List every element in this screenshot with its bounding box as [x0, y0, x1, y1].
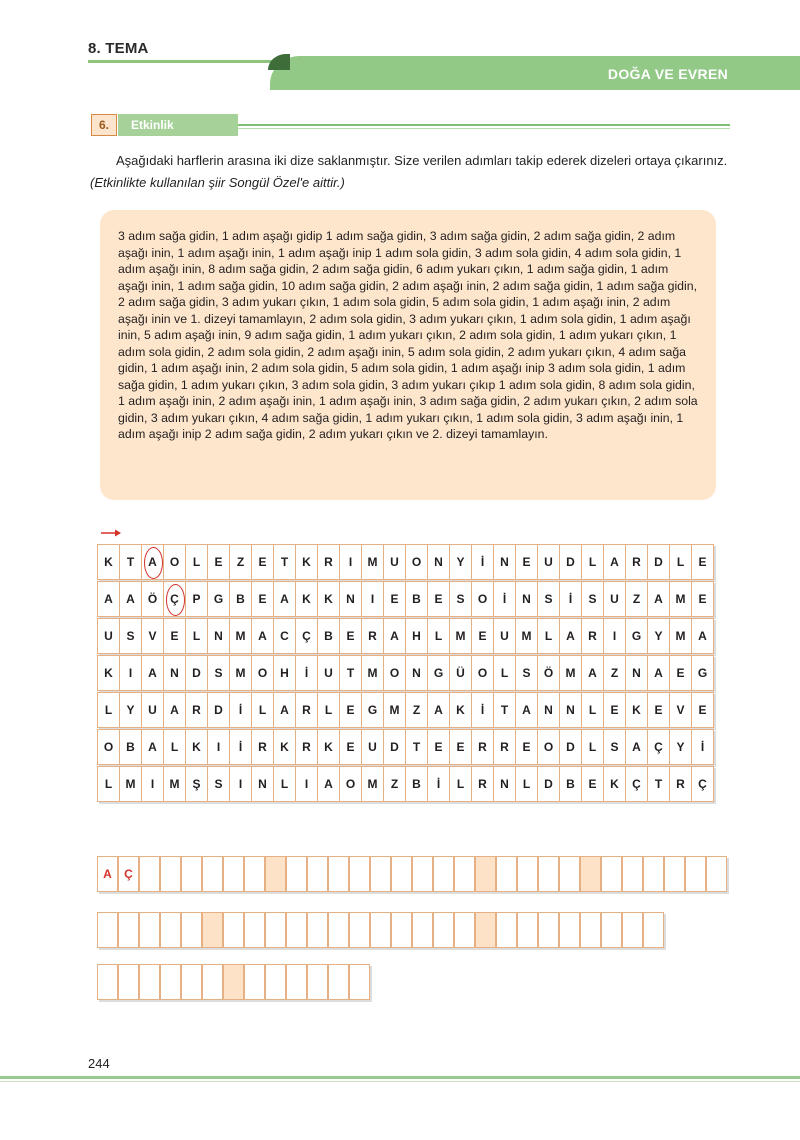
grid-cell: I: [295, 766, 318, 802]
grid-cell: L: [185, 544, 208, 580]
grid-cell: K: [273, 729, 296, 765]
activity-number: 6.: [91, 114, 117, 136]
intro-text: Aşağıdaki harflerin arasına iki dize saklanmıştır. Size verilen adımları takip ederek dizeleri ortaya çıkarınız.: [116, 153, 728, 168]
grid-cell: A: [647, 581, 670, 617]
grid-cell: A: [603, 544, 626, 580]
grid-cell: A: [273, 581, 296, 617]
grid-cell: O: [339, 766, 362, 802]
grid-cell: S: [581, 581, 604, 617]
grid-row: [97, 655, 713, 693]
grid-cell: L: [427, 618, 450, 654]
grid-cell: İ: [559, 581, 582, 617]
grid-cell: O: [471, 655, 494, 691]
grid-cell: L: [515, 766, 538, 802]
grid-cell: S: [449, 581, 472, 617]
answer-letter-box[interactable]: A: [97, 856, 118, 892]
grid-cell: İ: [229, 692, 252, 728]
answer-space-box[interactable]: [475, 912, 496, 948]
grid-cell: E: [691, 544, 714, 580]
grid-cell: G: [691, 655, 714, 691]
answer-letter-box[interactable]: [559, 912, 580, 948]
grid-cell: N: [427, 544, 450, 580]
answer-row-1: [97, 856, 727, 892]
grid-cell: R: [493, 729, 516, 765]
grid-cell: K: [449, 692, 472, 728]
grid-cell: E: [669, 655, 692, 691]
grid-cell: M: [449, 618, 472, 654]
grid-cell: U: [383, 544, 406, 580]
answer-space-box[interactable]: [202, 912, 223, 948]
answer-letter-box[interactable]: [328, 964, 349, 1000]
grid-cell: U: [97, 618, 120, 654]
grid-cell: A: [119, 581, 142, 617]
answer-row-2: [97, 912, 664, 948]
grid-cell: A: [251, 618, 274, 654]
grid-cell: İ: [471, 544, 494, 580]
answer-letter-box[interactable]: [265, 964, 286, 1000]
grid-cell: D: [207, 692, 230, 728]
grid-cell: E: [427, 729, 450, 765]
grid-cell: R: [317, 544, 340, 580]
grid-cell: A: [383, 618, 406, 654]
grid-cell: E: [691, 692, 714, 728]
answer-letter-box[interactable]: [286, 912, 307, 948]
answer-letter-box[interactable]: [538, 856, 559, 892]
grid-cell: Z: [603, 655, 626, 691]
activity-divider-thin: [238, 128, 730, 129]
grid-row: [97, 766, 713, 804]
grid-cell: M: [119, 766, 142, 802]
grid-cell: E: [691, 581, 714, 617]
grid-cell: G: [207, 581, 230, 617]
grid-cell: İ: [691, 729, 714, 765]
grid-cell: Z: [405, 692, 428, 728]
grid-cell: R: [581, 618, 604, 654]
grid-cell: Ö: [537, 655, 560, 691]
grid-cell: Y: [449, 544, 472, 580]
grid-cell: M: [229, 655, 252, 691]
grid-cell: E: [251, 581, 274, 617]
grid-cell: L: [449, 766, 472, 802]
grid-cell: D: [559, 544, 582, 580]
grid-cell: K: [295, 581, 318, 617]
grid-cell: K: [603, 766, 626, 802]
grid-cell: Y: [669, 729, 692, 765]
grid-cell: S: [515, 655, 538, 691]
grid-row: [97, 618, 713, 656]
grid-cell: N: [163, 655, 186, 691]
grid-cell: S: [119, 618, 142, 654]
grid-cell: L: [669, 544, 692, 580]
answer-letter-box[interactable]: [517, 912, 538, 948]
grid-cell: E: [207, 544, 230, 580]
intro-paragraph: [90, 150, 730, 194]
grid-cell: E: [383, 581, 406, 617]
grid-cell: T: [119, 544, 142, 580]
answer-letter-box[interactable]: [391, 912, 412, 948]
grid-cell: Ç: [691, 766, 714, 802]
grid-cell: M: [361, 766, 384, 802]
grid-cell: Ç: [295, 618, 318, 654]
grid-cell: O: [163, 544, 186, 580]
answer-space-box[interactable]: [580, 856, 601, 892]
answer-letter-box[interactable]: [349, 912, 370, 948]
grid-cell: L: [581, 729, 604, 765]
grid-cell: Z: [229, 544, 252, 580]
grid-row: [97, 544, 713, 582]
answer-letter-box[interactable]: [181, 912, 202, 948]
grid-cell: T: [405, 729, 428, 765]
answer-letter-box[interactable]: [601, 912, 622, 948]
grid-cell: L: [581, 692, 604, 728]
grid-cell: A: [691, 618, 714, 654]
grid-cell: K: [185, 729, 208, 765]
grid-cell: T: [493, 692, 516, 728]
grid-cell: E: [603, 692, 626, 728]
grid-cell: M: [383, 692, 406, 728]
grid-cell: Ş: [185, 766, 208, 802]
answer-letter-box[interactable]: [328, 912, 349, 948]
grid-row: [97, 692, 713, 730]
answer-letter-box[interactable]: [160, 856, 181, 892]
answer-letter-box[interactable]: [160, 964, 181, 1000]
answer-letter-box[interactable]: [517, 856, 538, 892]
grid-cell: N: [625, 655, 648, 691]
grid-cell: A: [581, 655, 604, 691]
answer-letter-box[interactable]: [454, 856, 475, 892]
answer-letter-box[interactable]: [181, 964, 202, 1000]
grid-cell: B: [405, 766, 428, 802]
grid-cell: K: [625, 692, 648, 728]
answer-letter-box[interactable]: [622, 856, 643, 892]
grid-cell: A: [515, 692, 538, 728]
grid-cell: O: [537, 729, 560, 765]
grid-cell: D: [185, 655, 208, 691]
grid-cell: L: [163, 729, 186, 765]
answer-letter-box[interactable]: [643, 856, 664, 892]
grid-cell: Ç: [163, 581, 186, 617]
grid-cell: E: [515, 729, 538, 765]
grid-cell: N: [537, 692, 560, 728]
grid-cell: M: [361, 544, 384, 580]
answer-letter-box[interactable]: [202, 964, 223, 1000]
answer-letter-box[interactable]: [433, 912, 454, 948]
grid-cell: K: [317, 581, 340, 617]
grid-cell: L: [97, 766, 120, 802]
activity-label: Etkinlik: [131, 118, 174, 132]
answer-letter-box[interactable]: [97, 912, 118, 948]
grid-cell: I: [207, 729, 230, 765]
grid-cell: L: [251, 692, 274, 728]
answer-letter-box[interactable]: [370, 912, 391, 948]
answer-letter-box[interactable]: [202, 856, 223, 892]
grid-cell: O: [383, 655, 406, 691]
grid-cell: K: [97, 544, 120, 580]
grid-cell: E: [427, 581, 450, 617]
answer-letter-box[interactable]: [685, 856, 706, 892]
grid-cell: N: [339, 581, 362, 617]
grid-cell: N: [405, 655, 428, 691]
grid-cell: K: [317, 729, 340, 765]
grid-cell: R: [471, 729, 494, 765]
answer-letter-box[interactable]: [244, 912, 265, 948]
grid-cell: E: [471, 618, 494, 654]
grid-cell: M: [515, 618, 538, 654]
grid-cell: Y: [119, 692, 142, 728]
answer-letter-box[interactable]: [307, 964, 328, 1000]
answer-letter-box[interactable]: [118, 964, 139, 1000]
grid-cell: N: [493, 544, 516, 580]
answer-letter-box[interactable]: [286, 856, 307, 892]
grid-cell: E: [515, 544, 538, 580]
grid-cell: E: [251, 544, 274, 580]
grid-cell: S: [207, 766, 230, 802]
grid-cell: A: [97, 581, 120, 617]
grid-cell: A: [163, 692, 186, 728]
answer-letter-box[interactable]: [391, 856, 412, 892]
answer-letter-box[interactable]: [622, 912, 643, 948]
answer-letter-box[interactable]: [370, 856, 391, 892]
answer-letter-box[interactable]: [223, 912, 244, 948]
grid-cell: D: [383, 729, 406, 765]
grid-cell: P: [185, 581, 208, 617]
answer-letter-box[interactable]: [307, 856, 328, 892]
answer-letter-box[interactable]: [559, 856, 580, 892]
grid-cell: İ: [471, 692, 494, 728]
answer-letter-box[interactable]: [664, 856, 685, 892]
answer-letter-box[interactable]: [244, 964, 265, 1000]
grid-cell: I: [119, 655, 142, 691]
grid-cell: Ç: [647, 729, 670, 765]
answer-letter-box[interactable]: [139, 856, 160, 892]
grid-cell: D: [559, 729, 582, 765]
grid-cell: I: [229, 766, 252, 802]
grid-cell: M: [559, 655, 582, 691]
grid-cell: L: [97, 692, 120, 728]
grid-cell: L: [581, 544, 604, 580]
grid-cell: R: [185, 692, 208, 728]
footer-line: [0, 1076, 800, 1079]
grid-cell: Ç: [625, 766, 648, 802]
grid-cell: M: [669, 581, 692, 617]
grid-cell: A: [141, 655, 164, 691]
grid-cell: M: [361, 655, 384, 691]
answer-letter-box[interactable]: [433, 856, 454, 892]
grid-cell: H: [273, 655, 296, 691]
grid-row: [97, 581, 713, 619]
instructions-box: [100, 210, 716, 500]
activity-divider: [238, 124, 730, 126]
grid-cell: K: [97, 655, 120, 691]
answer-space-box[interactable]: [475, 856, 496, 892]
answer-space-box[interactable]: [223, 964, 244, 1000]
grid-cell: M: [229, 618, 252, 654]
answer-letter-box[interactable]: [307, 912, 328, 948]
grid-cell: N: [251, 766, 274, 802]
answer-letter-box[interactable]: [265, 912, 286, 948]
grid-cell: H: [405, 618, 428, 654]
grid-cell: R: [295, 729, 318, 765]
grid-cell: B: [229, 581, 252, 617]
answer-letter-box[interactable]: [244, 856, 265, 892]
grid-cell: O: [405, 544, 428, 580]
grid-cell: L: [273, 766, 296, 802]
answer-letter-box[interactable]: [454, 912, 475, 948]
answer-letter-box[interactable]: [601, 856, 622, 892]
header-title: DOĞA VE EVREN: [607, 66, 728, 82]
grid-cell: L: [493, 655, 516, 691]
answer-row-3: [97, 964, 370, 1000]
grid-cell: A: [559, 618, 582, 654]
header-accent-shape: [268, 54, 290, 70]
grid-cell: S: [603, 729, 626, 765]
answer-letter-box[interactable]: [643, 912, 664, 948]
grid-cell: O: [471, 581, 494, 617]
answer-letter-box[interactable]: Ç: [118, 856, 139, 892]
grid-cell: İ: [229, 729, 252, 765]
grid-row: [97, 729, 713, 767]
grid-cell: G: [427, 655, 450, 691]
instructions-text: 3 adım sağa gidin, 1 adım aşağı gidip 1 adım sağa gidin, 3 adım sağa gidin, 2 adım sağa gidin, 2 adım aşağı inin, 1 adım aşağı inin, 1 adım aşağı inip 1 adım sola gidin, 3 adım sola gidin, 4 adım sola gidin, 1 adım aşağı inin, 8 adım sağa gidin, 2 adım sağa gidin, 6 adım yukarı çıkın, 1 adım sağa gidin, 1 adım aşağı inin, 1 adım sağa gidin, 10 adım sağa gidin, 2 adım aşağı inin, 2 adım sağa gidin, 1 adım sağa gidin, 2 adım sağa gidin, 3 adım yukarı çıkın, 1 adım sola gidin, 5 adım sola gidin, 1 adım aşağı inin, 2 adım aşağı inin ve 1. dizeyi tamamlayın, 2 adım sola gidin, 3 adım yukarı çıkın, 1 adım sola gidin, 1 adım aşağı inin, 5 adım aşağı inin, 9 adım sağa gidin, 1 adım yukarı çıkın, 2 adım sola gidin, 1 adım yukarı çıkın, 1 adım sola gidin, 2 adım sola gidin, 2 adım aşağı inin, 5 adım sola gidin, 2 adım yukarı çıkın, 4 adım sağa gidin, 1 adım aşağı inin, 2 adım sola gidin, 5 adım sola gidin, 1 adım aşağı inip 3 adım sola gidin, 1 adım sağa gidin, 1 adım yukarı çıkın, 3 adım sola gidin, 3 adım yukarı çıkıp 1 adım sola gidin, 8 adım sola gidin, 1 adım aşağı inin, 2 adım aşağı inin, 1 adım aşağı inin, 3 adım sağa gidin, 2 adım yukarı çıkın, 2 adım sola gidin, 3 adım yukarı çıkın, 4 adım sağa gidin, 1 adım yukarı çıkın, 1 adım sola gidin, 3 adım aşağı inin, 1 adım aşağı inip 2 adım sağa gidin, 2 adım yukarı çıkın ve 2. dizeyi tamamlayın.: [118, 229, 698, 441]
grid-cell: L: [185, 618, 208, 654]
letter-grid: [97, 544, 713, 803]
grid-cell: B: [317, 618, 340, 654]
grid-cell: İ: [493, 581, 516, 617]
grid-cell: C: [273, 618, 296, 654]
answer-letter-box[interactable]: [223, 856, 244, 892]
grid-cell: N: [559, 692, 582, 728]
grid-cell: R: [361, 618, 384, 654]
tema-underline: [88, 60, 288, 63]
grid-cell: I: [361, 581, 384, 617]
tema-label: 8. TEMA: [88, 40, 149, 57]
grid-cell: D: [537, 766, 560, 802]
answer-letter-box[interactable]: [349, 856, 370, 892]
answer-letter-box[interactable]: [139, 964, 160, 1000]
grid-cell: Z: [383, 766, 406, 802]
grid-cell: İ: [295, 655, 318, 691]
grid-cell: M: [669, 618, 692, 654]
grid-cell: B: [559, 766, 582, 802]
grid-cell: G: [625, 618, 648, 654]
grid-cell: U: [361, 729, 384, 765]
grid-cell: U: [141, 692, 164, 728]
grid-cell: R: [669, 766, 692, 802]
grid-cell: A: [317, 766, 340, 802]
grid-cell: Y: [647, 618, 670, 654]
grid-cell: I: [603, 618, 626, 654]
grid-cell: G: [361, 692, 384, 728]
grid-cell: O: [251, 655, 274, 691]
grid-cell: I: [339, 544, 362, 580]
grid-cell: T: [339, 655, 362, 691]
grid-cell: İ: [427, 766, 450, 802]
grid-cell: S: [207, 655, 230, 691]
grid-cell: N: [515, 581, 538, 617]
grid-cell: T: [647, 766, 670, 802]
grid-cell: A: [273, 692, 296, 728]
grid-cell: R: [625, 544, 648, 580]
start-arrow-icon: [100, 527, 122, 539]
footer-line-thin: [0, 1081, 800, 1082]
answer-letter-box[interactable]: [538, 912, 559, 948]
grid-cell: N: [493, 766, 516, 802]
answer-letter-box[interactable]: [496, 912, 517, 948]
grid-cell: A: [625, 729, 648, 765]
grid-cell: N: [207, 618, 230, 654]
answer-letter-box[interactable]: [496, 856, 517, 892]
answer-letter-box[interactable]: [139, 912, 160, 948]
grid-cell: Ü: [449, 655, 472, 691]
grid-cell: V: [669, 692, 692, 728]
grid-cell: L: [537, 618, 560, 654]
grid-cell: T: [273, 544, 296, 580]
answer-letter-box[interactable]: [97, 964, 118, 1000]
grid-cell: L: [317, 692, 340, 728]
answer-letter-box[interactable]: [118, 912, 139, 948]
grid-cell: U: [537, 544, 560, 580]
grid-cell: I: [141, 766, 164, 802]
grid-cell: B: [405, 581, 428, 617]
intro-note: (Etkinlikte kullanılan şiir Songül Özel'e aittir.): [90, 175, 345, 190]
answer-letter-box[interactable]: [349, 964, 370, 1000]
grid-cell: E: [647, 692, 670, 728]
answer-letter-box[interactable]: [160, 912, 181, 948]
grid-cell: U: [603, 581, 626, 617]
grid-cell: Z: [625, 581, 648, 617]
grid-cell: R: [295, 692, 318, 728]
answer-letter-box[interactable]: [580, 912, 601, 948]
answer-space-box[interactable]: [265, 856, 286, 892]
answer-letter-box[interactable]: [328, 856, 349, 892]
grid-cell: Ö: [141, 581, 164, 617]
grid-cell: E: [339, 729, 362, 765]
grid-cell: E: [339, 618, 362, 654]
grid-cell: R: [471, 766, 494, 802]
answer-letter-box[interactable]: [706, 856, 727, 892]
grid-cell: E: [163, 618, 186, 654]
grid-cell: K: [295, 544, 318, 580]
grid-cell: M: [163, 766, 186, 802]
grid-cell: A: [141, 729, 164, 765]
grid-cell: V: [141, 618, 164, 654]
grid-cell: O: [97, 729, 120, 765]
grid-cell: U: [493, 618, 516, 654]
grid-cell: D: [647, 544, 670, 580]
grid-cell: B: [119, 729, 142, 765]
answer-letter-box[interactable]: [412, 856, 433, 892]
grid-cell: A: [427, 692, 450, 728]
grid-cell: E: [339, 692, 362, 728]
grid-cell: U: [317, 655, 340, 691]
grid-cell: A: [141, 544, 164, 580]
page-number: 244: [88, 1056, 110, 1071]
grid-cell: R: [251, 729, 274, 765]
grid-cell: E: [449, 729, 472, 765]
answer-letter-box[interactable]: [286, 964, 307, 1000]
grid-cell: E: [581, 766, 604, 802]
grid-cell: S: [537, 581, 560, 617]
answer-letter-box[interactable]: [412, 912, 433, 948]
answer-letter-box[interactable]: [181, 856, 202, 892]
grid-cell: A: [647, 655, 670, 691]
